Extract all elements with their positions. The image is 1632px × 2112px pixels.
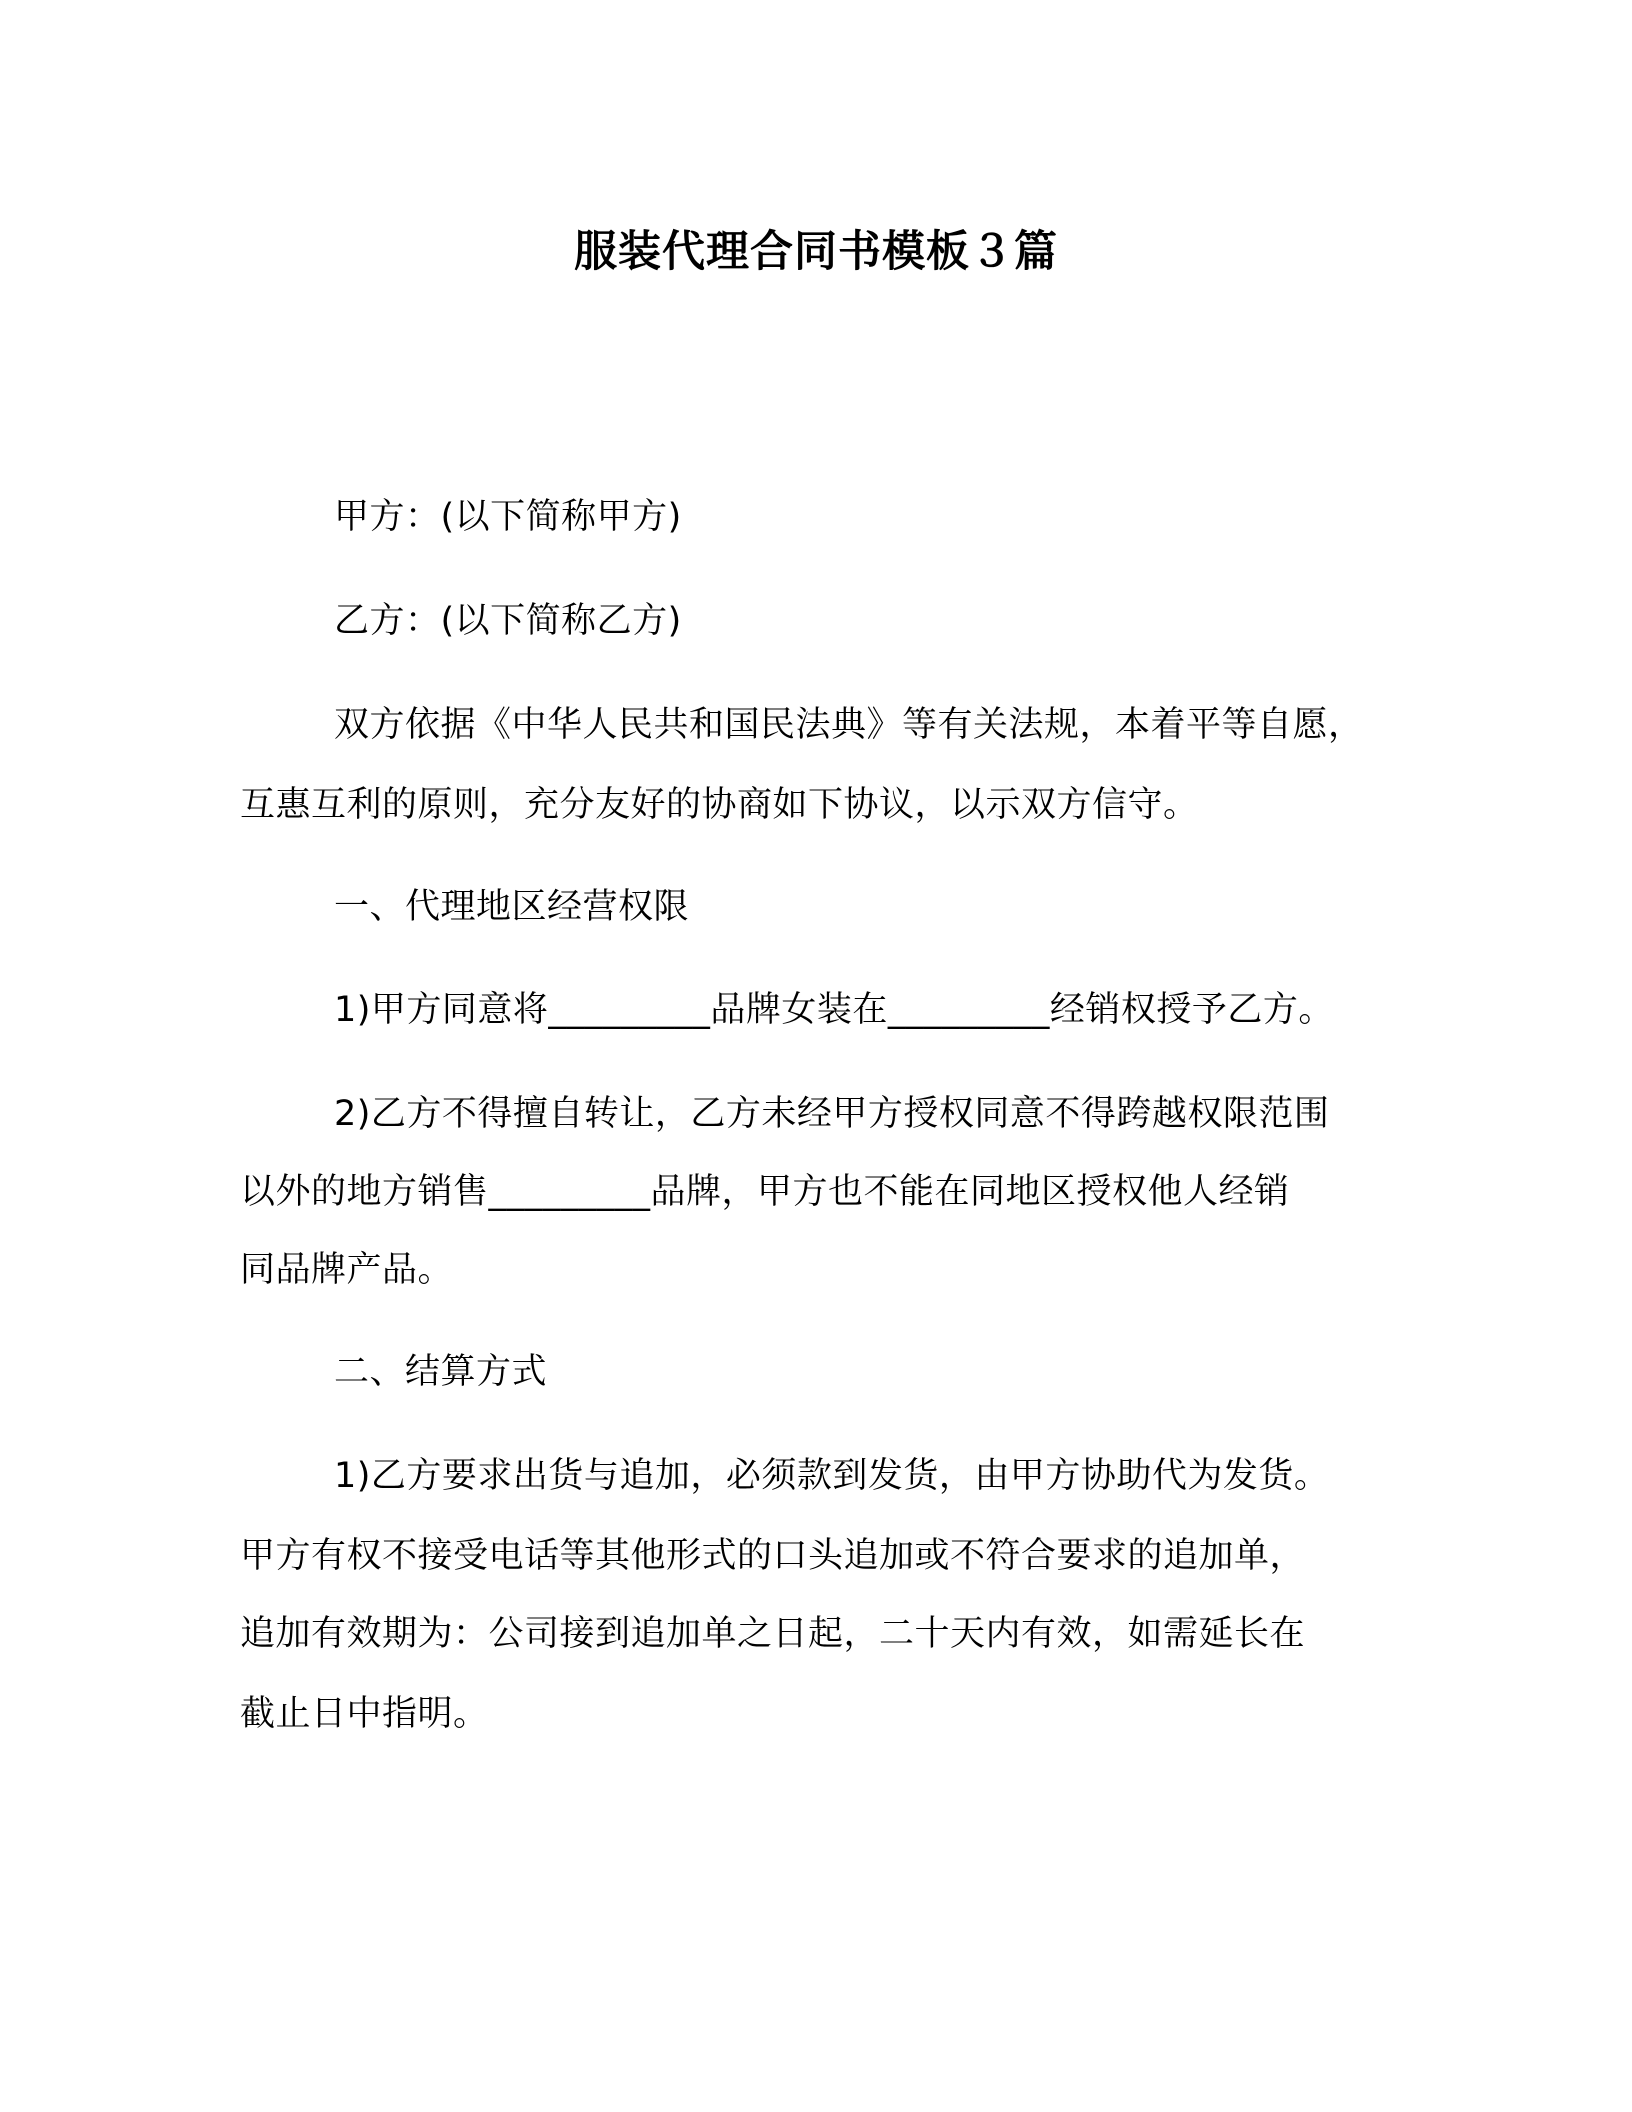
section-1-item-2-line-3: 同品牌产品。 bbox=[240, 1250, 454, 1290]
section-1-item-2-line-1: 2)乙方不得擅自转让，乙方未经甲方授权同意不得跨越权限范围 bbox=[334, 1094, 1330, 1134]
section-2-item-1-line-4: 截止日中指明。 bbox=[240, 1694, 489, 1734]
section-2-item-1-line-2: 甲方有权不接受电话等其他形式的口头追加或不符合要求的追加单， bbox=[240, 1536, 1306, 1576]
section-1-heading: 一、代理地区经营权限 bbox=[334, 887, 690, 927]
party-a-line: 甲方：(以下简称甲方) bbox=[334, 497, 682, 537]
preamble-line-2: 互惠互利的原则，充分友好的协商如下协议，以示双方信守。 bbox=[240, 785, 1199, 825]
section-1-item-1: 1)甲方同意将_________品牌女装在_________经销权授予乙方。 bbox=[334, 990, 1334, 1030]
section-1-item-2-line-2: 以外的地方销售_________品牌，甲方也不能在同地区授权他人经销 bbox=[240, 1172, 1290, 1212]
section-2-item-1-line-1: 1)乙方要求出货与追加，必须款到发货，由甲方协助代为发货。 bbox=[334, 1456, 1330, 1496]
preamble-line-1: 双方依据《中华人民共和国民法典》等有关法规，本着平等自愿， bbox=[334, 705, 1364, 745]
party-b-line: 乙方：(以下简称乙方) bbox=[334, 601, 682, 641]
section-2-heading: 二、结算方式 bbox=[334, 1352, 548, 1392]
section-2-item-1-line-3: 追加有效期为：公司接到追加单之日起，二十天内有效，如需延长在 bbox=[240, 1614, 1306, 1654]
document-title: 服装代理合同书模板３篇 bbox=[574, 227, 1058, 277]
